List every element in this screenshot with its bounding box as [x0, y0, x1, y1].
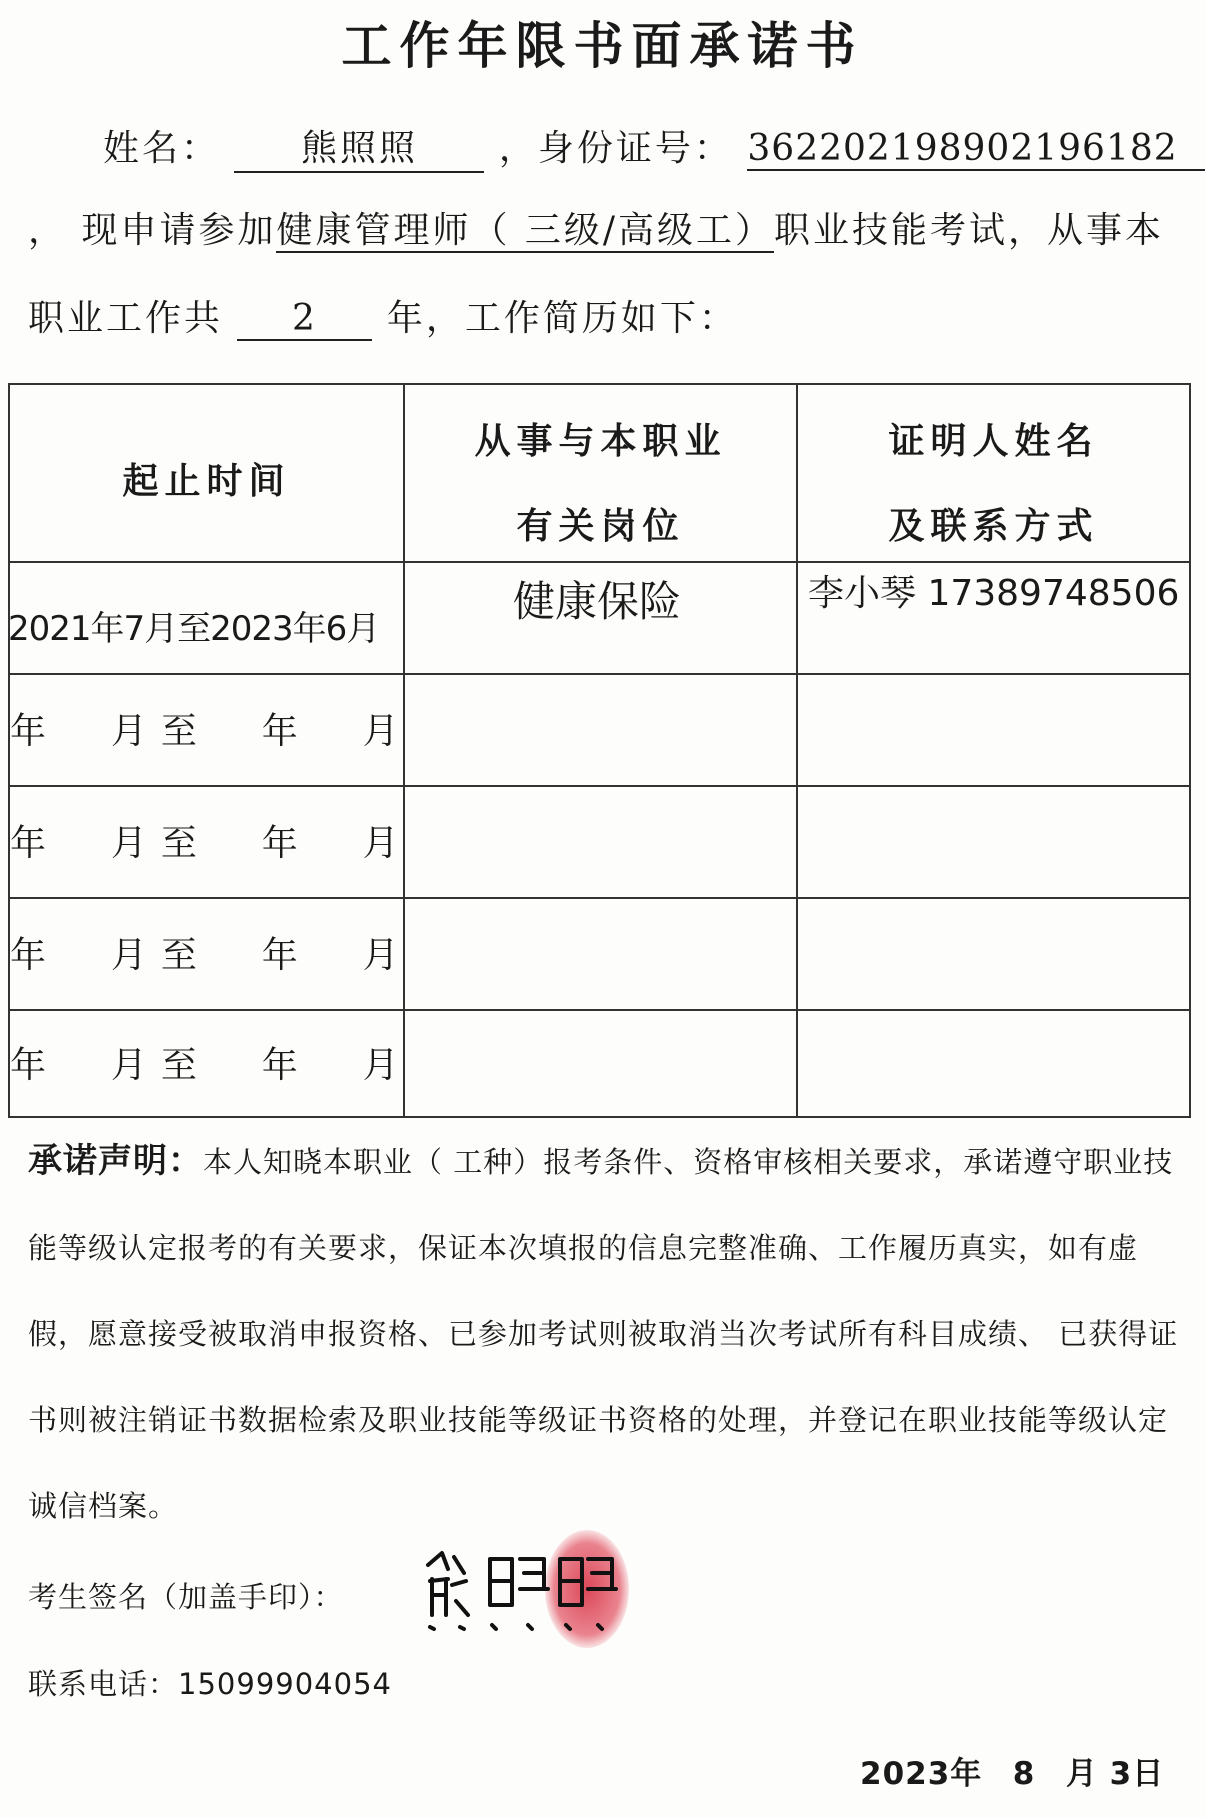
witness-cell: [798, 563, 1189, 673]
apply-prefix: ， 现申请参加: [28, 210, 277, 251]
applicant-line-3: [28, 290, 738, 341]
table-row: [10, 787, 1189, 899]
table-header-row: [10, 385, 1189, 563]
date-month-unit: 月: [1065, 1756, 1098, 1792]
table-row: [10, 563, 1189, 675]
position-cell: [405, 675, 798, 785]
position-cell: [405, 1011, 798, 1118]
contact-label: 联系电话：: [28, 1667, 179, 1701]
period-template: 年 月至 年 月: [10, 935, 413, 976]
header-witness-line2: 及联系方式: [888, 506, 1099, 547]
position-cell: [405, 787, 798, 897]
period-cell: [10, 563, 405, 673]
declaration-label: 承诺声明：: [28, 1141, 203, 1181]
id-number-value: 362202198902196182: [747, 128, 1205, 171]
period-template: 年 月至 年 月: [10, 711, 413, 752]
header-position-line1: 从事与本职业: [474, 421, 727, 462]
applicant-line-1: [103, 120, 1205, 173]
period-cell: [10, 675, 413, 785]
date-day: 3日: [1109, 1756, 1165, 1792]
contact-phone: 15099904054: [178, 1667, 392, 1701]
years-prefix: 职业工作共: [28, 298, 224, 339]
position-value: 健康保险: [513, 577, 682, 626]
witness-cell: [798, 675, 1189, 785]
work-history-table: [8, 383, 1191, 1118]
applicant-line-2: [28, 202, 1164, 253]
document-title: 工作年限书面承诺书: [341, 17, 864, 75]
name-value: 熊照照: [234, 120, 484, 173]
witness-cell: [798, 787, 1189, 897]
name-label: 姓名：: [103, 128, 221, 169]
declaration: [28, 1118, 1188, 1549]
date-year: 2023年: [860, 1756, 983, 1792]
position-cell: [405, 899, 798, 1009]
date-line: [860, 1748, 1164, 1793]
handwritten-signature: [420, 1545, 620, 1635]
period-cell: [10, 899, 413, 1009]
position-cell: [405, 563, 798, 673]
header-witness-line1: 证明人姓名: [888, 421, 1099, 462]
apply-suffix: 职业技能考试，从事本: [774, 210, 1165, 251]
occupation-value: 健康管理师（ 三级/高级工）: [276, 210, 775, 251]
header-period: 起止时间: [122, 461, 291, 502]
header-witness-cell: [798, 385, 1189, 561]
id-label: ，身份证号：: [498, 128, 733, 169]
signature-label: 考生签名（加盖手印）：: [28, 1580, 344, 1614]
years-suffix: 年，工作简历如下：: [386, 298, 738, 339]
table-row: [10, 675, 1189, 787]
header-period-cell: [10, 385, 405, 561]
witness-value: 李小琴 17389748506: [808, 573, 1180, 614]
period-cell: [10, 1011, 413, 1118]
years-value: 2: [237, 298, 372, 341]
witness-cell: [798, 1011, 1189, 1118]
header-position-line2: 有关岗位: [516, 506, 685, 547]
declaration-text: 本人知晓本职业（ 工种）报考条件、资格审核相关要求，承诺遵守职业技能等级认定报考的有关要求，保证本次填报的信息完整准确、工作履历真实，如有虚假，愿意接受被取消申报资格、已参加考试则被取消当次考试所有科目成绩、 已获得证书则被注销证书数据检索及职业技能等级证书资格的处理，并登记在职业技能等级认定诚信档案。: [28, 1145, 1179, 1523]
period-cell: [10, 787, 413, 897]
witness-cell: [798, 899, 1189, 1009]
table-row: [10, 1011, 1189, 1118]
period-template: 年 月至 年 月: [10, 1045, 413, 1086]
date-month: 8: [1012, 1756, 1036, 1792]
period-value: 2021年7月至2023年6月: [8, 609, 380, 649]
header-position-cell: [405, 385, 798, 561]
period-template: 年 月至 年 月: [10, 823, 413, 864]
table-row: [10, 899, 1189, 1011]
contact-line: [28, 1662, 392, 1703]
